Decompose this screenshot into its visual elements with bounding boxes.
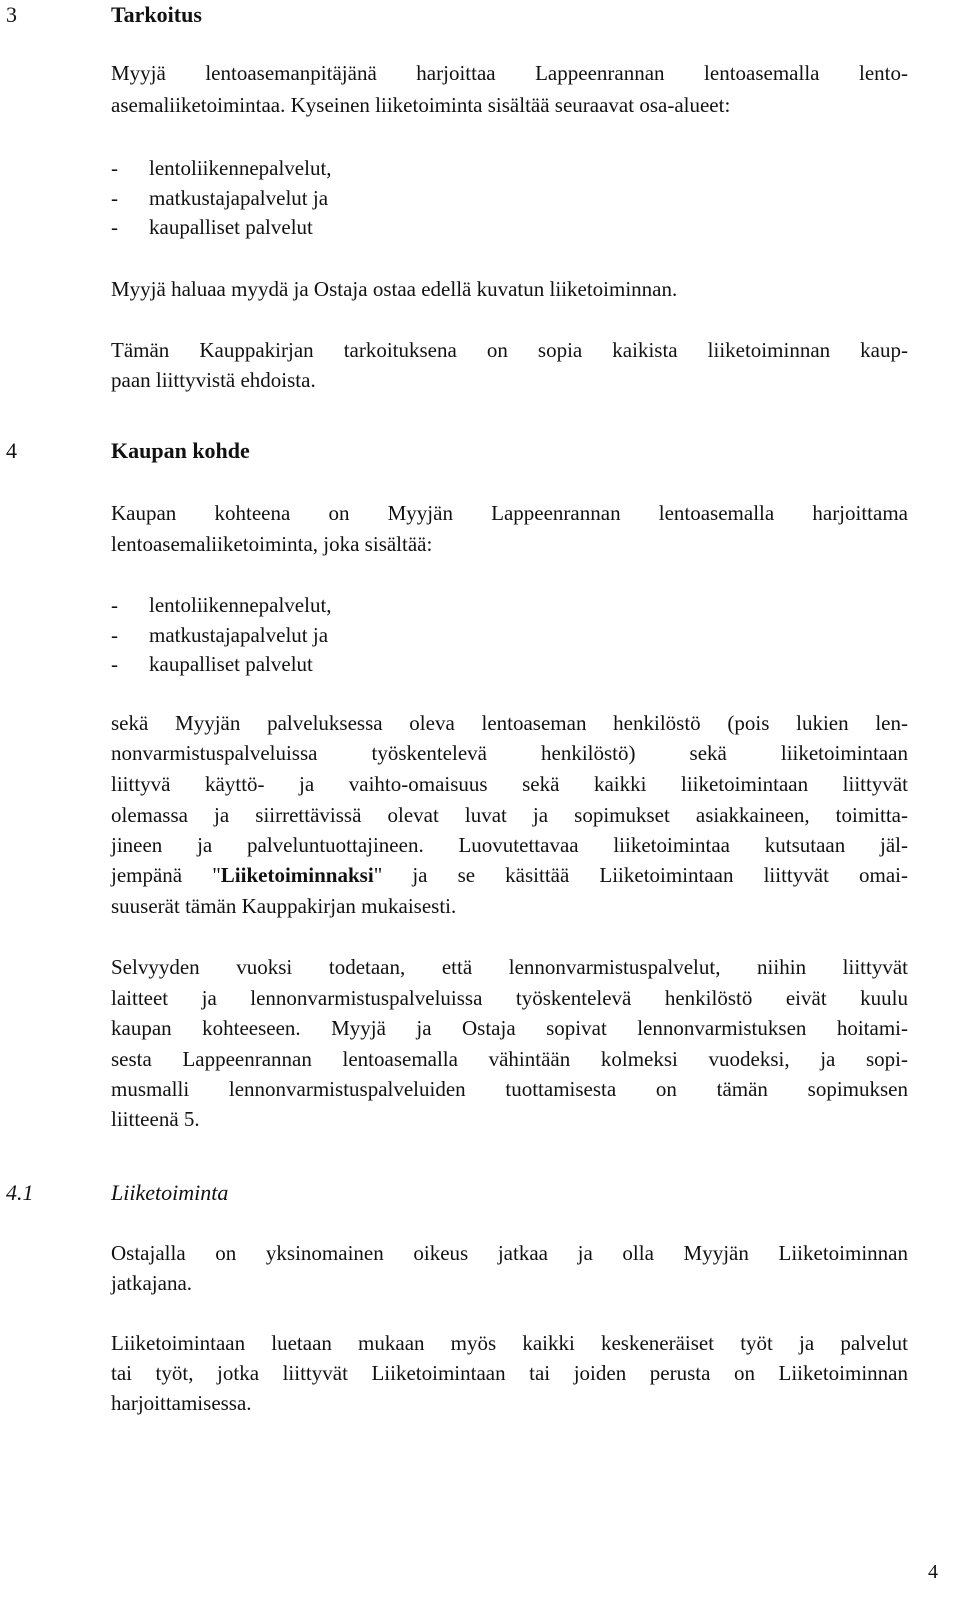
list-dash: - (111, 215, 118, 239)
paragraph-line: olemassa ja siirrettävissä olevat luvat ja sopimukset asiakkaineen, toimitta- (111, 803, 908, 827)
list-dash: - (111, 623, 118, 647)
paragraph-line: jatkajana. (111, 1271, 193, 1295)
section-4-1-number: 4.1 (6, 1180, 34, 1205)
section-4-1-heading: Liiketoiminta (111, 1180, 229, 1205)
list-item: lentoliikennepalvelut, (149, 593, 332, 617)
paragraph-line: Selvyyden vuoksi todetaan, että lennonvarmistuspalvelut, niihin liittyvät (111, 955, 908, 979)
list-dash: - (111, 593, 118, 617)
paragraph-line: musmalli lennonvarmistuspalveluiden tuottamisesta on tämän sopimuksen (111, 1077, 908, 1101)
paragraph-line: tai työt, jotka liittyvät Liiketoimintaan tai joiden perusta on Liiketoiminnan (111, 1361, 908, 1385)
paragraph-line: Myyjä haluaa myydä ja Ostaja ostaa edellä kuvatun liiketoiminnan. (111, 277, 678, 301)
paragraph-line: sesta Lappeenrannan lentoasemalla vähintään kolmeksi vuodeksi, ja sopi- (111, 1047, 908, 1071)
section-4-heading: Kaupan kohde (111, 438, 250, 463)
paragraph-line: Ostajalla on yksinomainen oikeus jatkaa ja olla Myyjän Liiketoiminnan (111, 1241, 908, 1265)
paragraph-line: Kaupan kohteena on Myyjän Lappeenrannan lentoasemalla harjoittama (111, 501, 908, 525)
section-3-number: 3 (6, 2, 17, 27)
paragraph-line: asemaliiketoimintaa. Kyseinen liiketoiminta sisältää seuraavat osa-alueet: (111, 93, 731, 117)
paragraph-line: Myyjä lentoasemanpitäjänä harjoittaa Lappeenrannan lentoasemalla lento- (111, 61, 908, 85)
paragraph-line: sekä Myyjän palveluksessa oleva lentoaseman henkilöstö (pois lukien len- (111, 711, 908, 735)
section-3-heading: Tarkoitus (111, 2, 202, 27)
paragraph-line: laitteet ja lennonvarmistuspalveluissa työskentelevä henkilöstö eivät kuulu (111, 986, 908, 1010)
text-segment: " ja se käsittää Liiketoimintaan liittyvät omai- (373, 863, 908, 887)
text-segment: jempänä " (111, 863, 221, 887)
paragraph-line: harjoittamisessa. (111, 1391, 252, 1415)
page-number: 4 (928, 1561, 938, 1583)
paragraph-line: liitteenä 5. (111, 1107, 200, 1131)
list-dash: - (111, 652, 118, 676)
paragraph-line: kaupan kohteeseen. Myyjä ja Ostaja sopivat lennonvarmistuksen hoitami- (111, 1016, 908, 1040)
list-item: matkustajapalvelut ja (149, 186, 329, 210)
list-dash: - (111, 186, 118, 210)
list-item: lentoliikennepalvelut, (149, 156, 332, 180)
paragraph-line-defined-term (111, 862, 908, 888)
section-4-number: 4 (6, 438, 17, 463)
paragraph-line: Tämän Kauppakirjan tarkoituksena on sopia kaikista liiketoiminnan kaup- (111, 338, 908, 362)
paragraph-line: Liiketoimintaan luetaan mukaan myös kaikki keskeneräiset työt ja palvelut (111, 1331, 908, 1355)
paragraph-line: jineen ja palveluntuottajineen. Luovutettavaa liiketoimintaa kutsutaan jäl- (111, 833, 908, 857)
list-item: kaupalliset palvelut (149, 652, 313, 676)
paragraph-line: liittyvä käyttö- ja vaihto-omaisuus sekä kaikki liiketoimintaan liittyvät (111, 772, 908, 796)
paragraph-line: lentoasemaliiketoiminta, joka sisältää: (111, 532, 433, 556)
defined-term: Liiketoiminnaksi (220, 863, 374, 887)
list-item: matkustajapalvelut ja (149, 623, 329, 647)
paragraph-line: nonvarmistuspalveluissa työskentelevä henkilöstö) sekä liiketoimintaan (111, 741, 908, 765)
list-dash: - (111, 156, 118, 180)
paragraph-line: paan liittyvistä ehdoista. (111, 368, 316, 392)
paragraph-line: suuserät tämän Kauppakirjan mukaisesti. (111, 894, 457, 918)
list-item: kaupalliset palvelut (149, 215, 313, 239)
